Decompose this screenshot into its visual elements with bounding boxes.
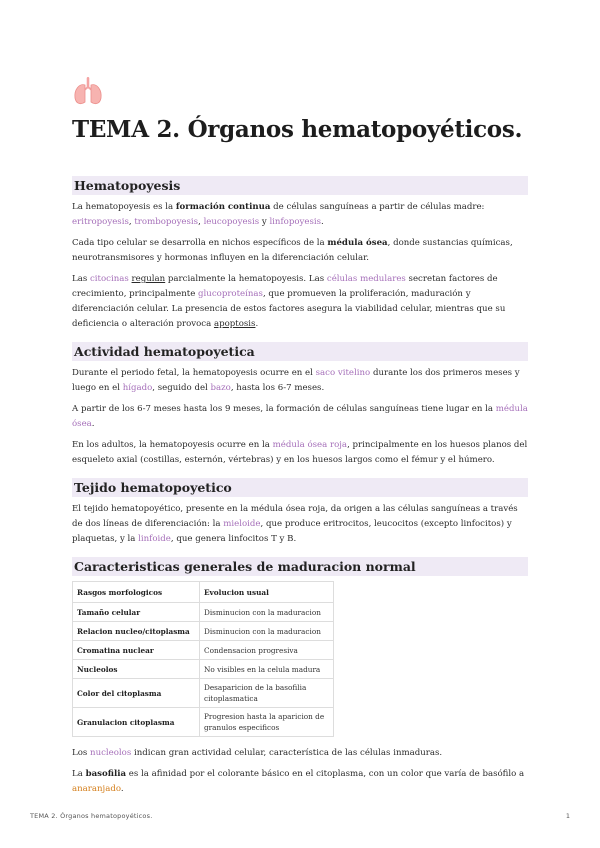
term-link: citocinas: [89, 274, 129, 284]
table-cell: Granulacion citoplasma: [73, 708, 200, 737]
table-header: Rasgos morfologicos: [73, 582, 200, 603]
page-title: TEMA 2. Órganos hematopoyéticos.: [72, 116, 523, 143]
term-link: nucleolos: [90, 748, 132, 758]
table-cell: Progresion hasta la aparicion de granulos especificos: [200, 708, 334, 737]
term-link: saco vitelino: [315, 368, 371, 378]
right-lung-shape: [91, 85, 101, 104]
table-cell: Color del citoplasma: [73, 679, 200, 708]
maturation-table: [72, 581, 334, 737]
paragraph: Los nucleolos indican gran actividad celular, característica de las células inmaduras.: [72, 748, 443, 758]
table-row: [73, 641, 334, 660]
term-link: linfoide: [138, 534, 171, 544]
underlined-term: apoptosis: [213, 319, 256, 329]
table-cell: Desaparicion de la basofilia citoplasmatica: [200, 679, 334, 708]
table-cell: No visibles en la celula madura: [200, 660, 334, 679]
page-number: 1: [565, 812, 570, 820]
table-cell: Tamaño celular: [73, 603, 200, 622]
underlined-term: regulan: [131, 274, 166, 284]
table-row: [73, 622, 334, 641]
section-heading-actividad: Actividad hematopoyetica: [72, 342, 528, 361]
paragraph: El tejido hematopoyético, presente en la médula ósea roja, da origen a las células sanguíneas a través de dos líneas de diferenciación: la mieloide, que produce eritrocitos, leucocitos (excepto linfocitos) y plaquetas, y la linfoide, que genera linfocitos T y B.: [72, 504, 518, 544]
term-link: hígado: [122, 383, 153, 393]
table-header: Evolucion usual: [200, 582, 334, 603]
term-link: células medulares: [326, 274, 406, 284]
table-row: [73, 603, 334, 622]
paragraph: Cada tipo celular se desarrolla en nichos específicos de la médula ósea, donde sustancias químicas, neurotransmisores y hormonas influyen en la diferenciación celular.: [72, 238, 513, 263]
term-link: anaranjado: [72, 784, 121, 794]
term-link: leucopoyesis: [203, 217, 260, 227]
term-link: glucoproteínas: [198, 289, 263, 299]
term-link: linfopoyesis: [269, 217, 322, 227]
paragraph: La basofilia es la afinidad por el colorante básico en el citoplasma, con un color que varía de basófilo a anaranjado.: [72, 769, 525, 794]
paragraph: En los adultos, la hematopoyesis ocurre en la médula ósea roja, principalmente en los huesos planos del esqueleto axial (costillas, esternón, vértebras) y en los huesos largos como el fémur y el húmero.: [72, 440, 528, 465]
table-row: [73, 708, 334, 737]
table-header-row: [73, 582, 334, 603]
term-link: bazo: [210, 383, 231, 393]
table-cell: Nucleolos: [73, 660, 200, 679]
lungs-icon: [72, 76, 104, 106]
section-heading-hematopoyesis: Hematopoyesis: [72, 176, 528, 195]
table-row: [73, 660, 334, 679]
paragraph: Las citocinas regulan parcialmente la hematopoyesis. Las células medulares secretan factores de crecimiento, principalmente glucoproteínas, que promueven la proliferación, maduración y diferenciación celular. La presencia de estos factores asegura la viabilidad celular, mientras que su deficiencia o alteración provoca apoptosis.: [72, 274, 506, 329]
term-link: trombopoyesis: [134, 217, 199, 227]
left-lung-shape: [75, 85, 85, 104]
table-cell: Disminucion con la maduracion: [200, 603, 334, 622]
paragraph: Durante el periodo fetal, la hematopoyesis ocurre en el saco vitelino durante los dos primeros meses y luego en el hígado, seguido del bazo, hasta los 6-7 meses.: [72, 368, 520, 393]
term-link: médula ósea roja: [272, 440, 348, 450]
term-link: mieloide: [223, 519, 261, 529]
table-cell: Cromatina nuclear: [73, 641, 200, 660]
paragraph: A partir de los 6-7 meses hasta los 9 meses, la formación de células sanguíneas tiene lugar en la médula ósea.: [72, 404, 528, 429]
paragraph: La hematopoyesis es la formación continua de células sanguíneas a partir de células madre: eritropoyesis, trombopoyesis, leucopoyesis y linfopoyesis.: [72, 202, 485, 227]
table-cell: Relacion nucleo/citoplasma: [73, 622, 200, 641]
table-cell: Disminucion con la maduracion: [200, 622, 334, 641]
term-link: médula ósea: [72, 404, 528, 429]
document-body: [72, 176, 528, 803]
table-cell: Condensacion progresiva: [200, 641, 334, 660]
term-link: eritropoyesis: [72, 217, 129, 227]
table-row: [73, 679, 334, 708]
footer-title: TEMA 2. Órganos hematopoyéticos.: [30, 812, 153, 820]
section-heading-tejido: Tejido hematopoyetico: [72, 478, 528, 497]
section-heading-caracteristicas: Caracteristicas generales de maduracion normal: [72, 557, 528, 576]
